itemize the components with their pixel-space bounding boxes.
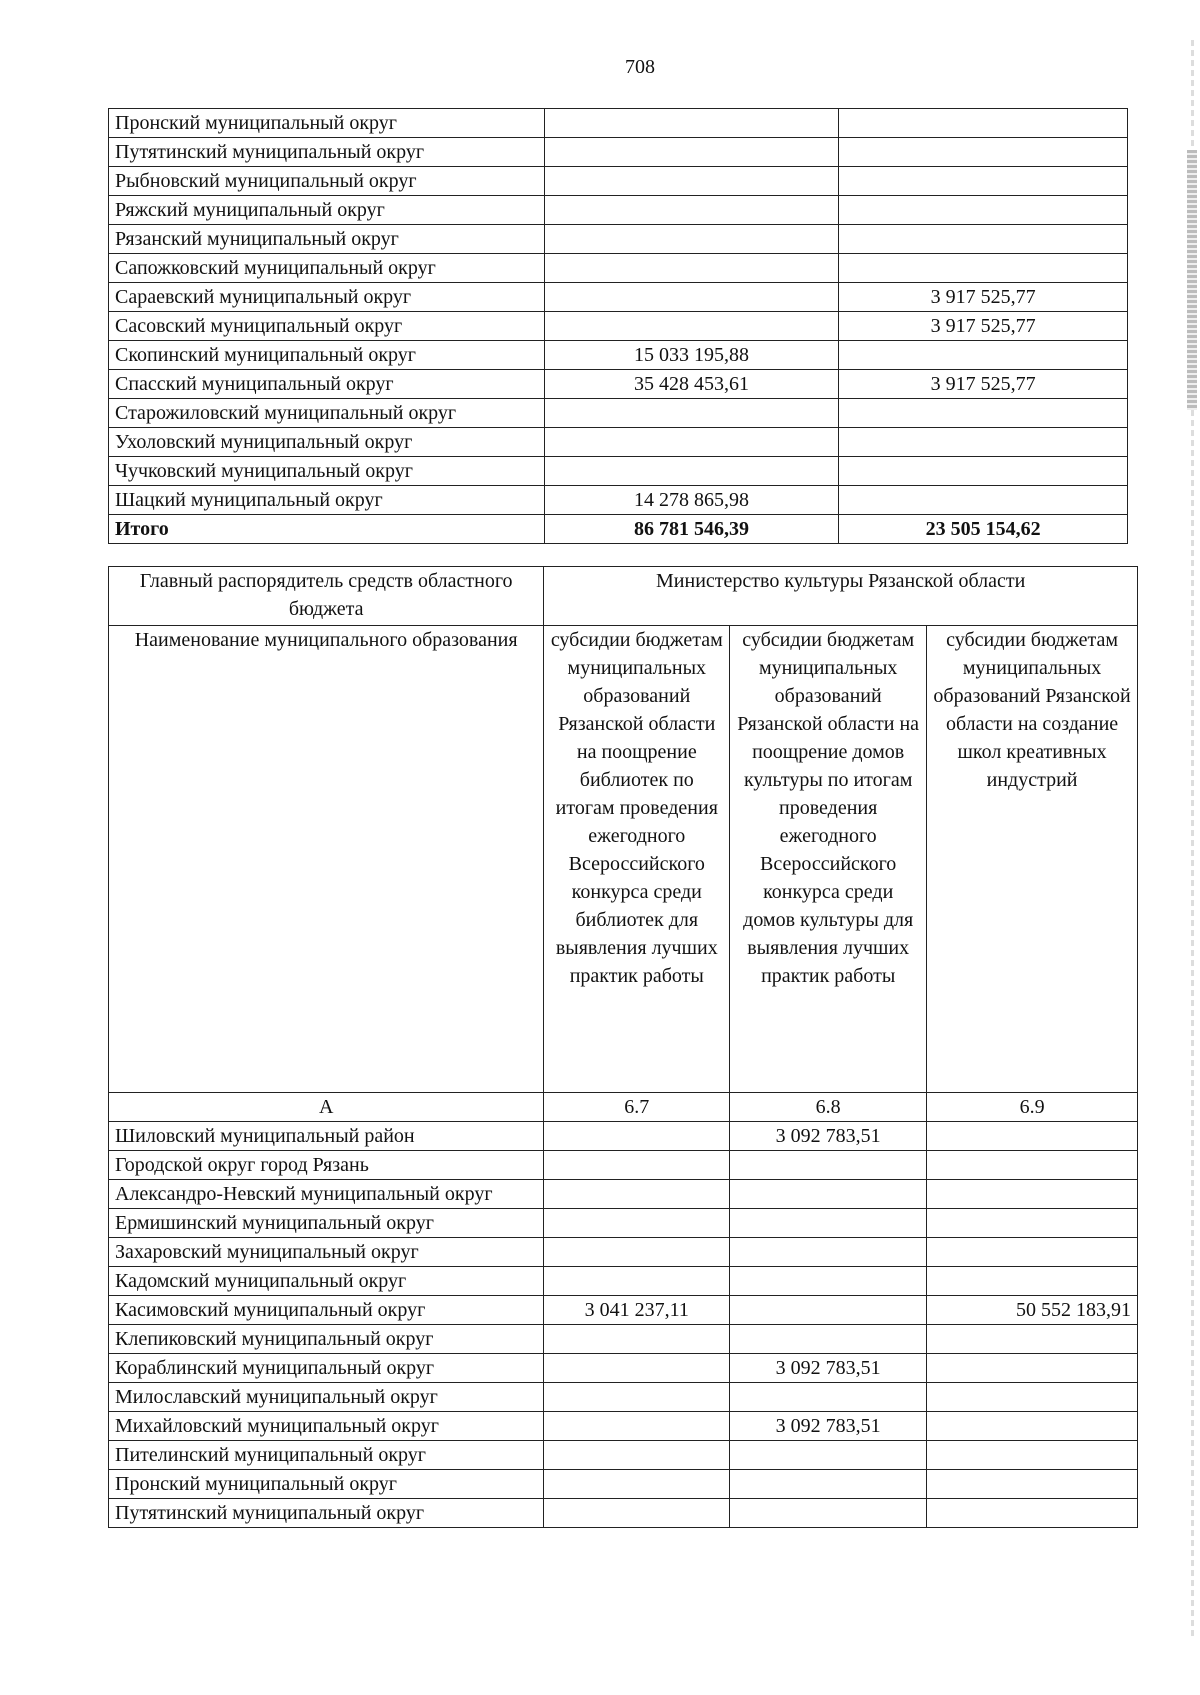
- amount-col-6-9: [927, 1151, 1138, 1180]
- amount-col-2: [839, 225, 1128, 254]
- amount-col-6-8: [730, 1151, 927, 1180]
- amount-col-2: [839, 167, 1128, 196]
- municipality-name: Кораблинский муниципальный округ: [109, 1354, 544, 1383]
- municipality-name: Пронский муниципальный округ: [109, 1470, 544, 1499]
- table-row: [109, 1354, 1138, 1383]
- municipality-name: Чучковский муниципальный округ: [109, 457, 545, 486]
- municipality-name: Кадомский муниципальный округ: [109, 1267, 544, 1296]
- amount-col-1: 35 428 453,61: [544, 370, 839, 399]
- amount-col-1: [544, 196, 839, 225]
- code-a: А: [109, 1093, 544, 1122]
- municipality-name: Ряжский муниципальный округ: [109, 196, 545, 225]
- municipality-name: Сасовский муниципальный округ: [109, 312, 545, 341]
- amount-col-2: [839, 254, 1128, 283]
- table-row: [109, 1151, 1138, 1180]
- municipality-name: Рязанский муниципальный округ: [109, 225, 545, 254]
- amount-col-2: [839, 341, 1128, 370]
- amount-col-6-8: [730, 1441, 927, 1470]
- total-col-2: 23 505 154,62: [839, 515, 1128, 544]
- municipality-name: Шацкий муниципальный округ: [109, 486, 545, 515]
- table-row: [109, 457, 1128, 486]
- amount-col-6-9: [927, 1325, 1138, 1354]
- page-number: 708: [625, 56, 655, 78]
- scan-block: [1187, 150, 1197, 410]
- amount-col-1: [544, 109, 839, 138]
- header-ministry: Министерство культуры Рязанской области: [544, 567, 1138, 626]
- amount-col-6-8: [730, 1296, 927, 1325]
- table-top: [108, 108, 1128, 544]
- amount-col-1: [544, 399, 839, 428]
- municipality-name: Пителинский муниципальный округ: [109, 1441, 544, 1470]
- table-row: [109, 399, 1128, 428]
- table2-header-row-2: [109, 626, 1138, 1093]
- municipality-name: Шиловский муниципальный район: [109, 1122, 544, 1151]
- amount-col-6-8: [730, 1238, 927, 1267]
- header-label-municipality: Наименование муниципального образования: [109, 626, 544, 1093]
- amount-col-6-9: [927, 1470, 1138, 1499]
- table-row: [109, 196, 1128, 225]
- table-row: [109, 225, 1128, 254]
- amount-col-6-7: [544, 1151, 730, 1180]
- amount-col-1: [544, 138, 839, 167]
- amount-col-6-9: [927, 1209, 1138, 1238]
- table-row: [109, 1325, 1138, 1354]
- amount-col-6-7: [544, 1383, 730, 1412]
- table-row: [109, 1209, 1138, 1238]
- header-col-6-9: субсидии бюджетам муниципальных образований Рязанской области на создание школ креативных индустрий: [927, 626, 1138, 1093]
- amount-col-6-8: 3 092 783,51: [730, 1354, 927, 1383]
- amount-col-6-7: [544, 1180, 730, 1209]
- table-row: [109, 1499, 1138, 1528]
- municipality-name: Городской округ город Рязань: [109, 1151, 544, 1180]
- amount-col-6-7: [544, 1238, 730, 1267]
- total-label: Итого: [109, 515, 545, 544]
- amount-col-6-7: [544, 1354, 730, 1383]
- municipality-name: Пронский муниципальный округ: [109, 109, 545, 138]
- municipality-name: Касимовский муниципальный округ: [109, 1296, 544, 1325]
- table-row: [109, 486, 1128, 515]
- amount-col-1: 15 033 195,88: [544, 341, 839, 370]
- header-col-6-8: субсидии бюджетам муниципальных образований Рязанской области на поощрение домов культуры по итогам проведения ежегодного Всероссийского конкурса среди домов культуры для выявления лучших практик работы: [730, 626, 927, 1093]
- amount-col-1: [544, 167, 839, 196]
- municipality-name: Скопинский муниципальный округ: [109, 341, 545, 370]
- table-row: [109, 109, 1128, 138]
- code-6-9: 6.9: [927, 1093, 1138, 1122]
- amount-col-2: [839, 109, 1128, 138]
- amount-col-1: [544, 283, 839, 312]
- amount-col-6-9: 50 552 183,91: [927, 1296, 1138, 1325]
- amount-col-6-7: 3 041 237,11: [544, 1296, 730, 1325]
- amount-col-6-9: [927, 1412, 1138, 1441]
- amount-col-6-9: [927, 1383, 1138, 1412]
- amount-col-6-8: [730, 1209, 927, 1238]
- amount-col-6-7: [544, 1325, 730, 1354]
- total-col-1: 86 781 546,39: [544, 515, 839, 544]
- code-6-7: 6.7: [544, 1093, 730, 1122]
- table-row: [109, 167, 1128, 196]
- amount-col-1: 14 278 865,98: [544, 486, 839, 515]
- table-row: [109, 1122, 1138, 1151]
- amount-col-6-7: [544, 1470, 730, 1499]
- municipality-name: Клепиковский муниципальный округ: [109, 1325, 544, 1354]
- amount-col-1: [544, 312, 839, 341]
- amount-col-6-7: [544, 1441, 730, 1470]
- amount-col-6-8: [730, 1499, 927, 1528]
- total-row: [109, 515, 1128, 544]
- municipality-name: Александро-Невский муниципальный округ: [109, 1180, 544, 1209]
- municipality-name: Ермишинский муниципальный округ: [109, 1209, 544, 1238]
- table-row: [109, 254, 1128, 283]
- amount-col-6-9: [927, 1441, 1138, 1470]
- header-label-chief-manager: Главный распорядитель средств областного бюджета: [109, 567, 544, 626]
- amount-col-6-8: [730, 1180, 927, 1209]
- table-row: [109, 341, 1128, 370]
- table-row: [109, 1383, 1138, 1412]
- amount-col-2: [839, 486, 1128, 515]
- amount-col-6-9: [927, 1238, 1138, 1267]
- municipality-name: Путятинский муниципальный округ: [109, 1499, 544, 1528]
- amount-col-2: [839, 138, 1128, 167]
- header-col-6-7: субсидии бюджетам муниципальных образований Рязанской области на поощрение библиотек по итогам проведения ежегодного Всероссийского конкурса среди библиотек для выявления лучших практик работы: [544, 626, 730, 1093]
- table-row: [109, 1441, 1138, 1470]
- code-6-8: 6.8: [730, 1093, 927, 1122]
- amount-col-2: 3 917 525,77: [839, 283, 1128, 312]
- amount-col-1: [544, 428, 839, 457]
- amount-col-6-7: [544, 1209, 730, 1238]
- municipality-name: Милославский муниципальный округ: [109, 1383, 544, 1412]
- amount-col-2: [839, 196, 1128, 225]
- amount-col-6-7: [544, 1412, 730, 1441]
- table-row: [109, 312, 1128, 341]
- table-row: [109, 138, 1128, 167]
- municipality-name: Сапожковский муниципальный округ: [109, 254, 545, 283]
- amount-col-1: [544, 225, 839, 254]
- table-row: [109, 1412, 1138, 1441]
- municipality-name: Старожиловский муниципальный округ: [109, 399, 545, 428]
- amount-col-2: 3 917 525,77: [839, 312, 1128, 341]
- table-bottom: [108, 566, 1138, 1528]
- amount-col-6-7: [544, 1122, 730, 1151]
- municipality-name: Путятинский муниципальный округ: [109, 138, 545, 167]
- amount-col-1: [544, 457, 839, 486]
- table2-header-row-1: [109, 567, 1138, 626]
- table-row: [109, 1470, 1138, 1499]
- amount-col-6-8: 3 092 783,51: [730, 1122, 927, 1151]
- amount-col-2: 3 917 525,77: [839, 370, 1128, 399]
- amount-col-6-8: [730, 1383, 927, 1412]
- municipality-name: Михайловский муниципальный округ: [109, 1412, 544, 1441]
- table-row: [109, 370, 1128, 399]
- amount-col-2: [839, 399, 1128, 428]
- amount-col-6-9: [927, 1499, 1138, 1528]
- table-row: [109, 1180, 1138, 1209]
- amount-col-6-9: [927, 1267, 1138, 1296]
- amount-col-2: [839, 428, 1128, 457]
- amount-col-6-8: 3 092 783,51: [730, 1412, 927, 1441]
- amount-col-6-9: [927, 1354, 1138, 1383]
- scan-edge-artifact: [1184, 0, 1200, 1695]
- amount-col-2: [839, 457, 1128, 486]
- municipality-name: Сараевский муниципальный округ: [109, 283, 545, 312]
- amount-col-1: [544, 254, 839, 283]
- table2-code-row: [109, 1093, 1138, 1122]
- table-row: [109, 283, 1128, 312]
- amount-col-6-8: [730, 1325, 927, 1354]
- municipality-name: Спасский муниципальный округ: [109, 370, 545, 399]
- amount-col-6-7: [544, 1267, 730, 1296]
- amount-col-6-8: [730, 1267, 927, 1296]
- municipality-name: Захаровский муниципальный округ: [109, 1238, 544, 1267]
- table-row: [109, 1267, 1138, 1296]
- municipality-name: Ухоловский муниципальный округ: [109, 428, 545, 457]
- table-row: [109, 1238, 1138, 1267]
- table-row: [109, 428, 1128, 457]
- table-row: [109, 1296, 1138, 1325]
- amount-col-6-9: [927, 1180, 1138, 1209]
- municipality-name: Рыбновский муниципальный округ: [109, 167, 545, 196]
- amount-col-6-7: [544, 1499, 730, 1528]
- amount-col-6-8: [730, 1470, 927, 1499]
- amount-col-6-9: [927, 1122, 1138, 1151]
